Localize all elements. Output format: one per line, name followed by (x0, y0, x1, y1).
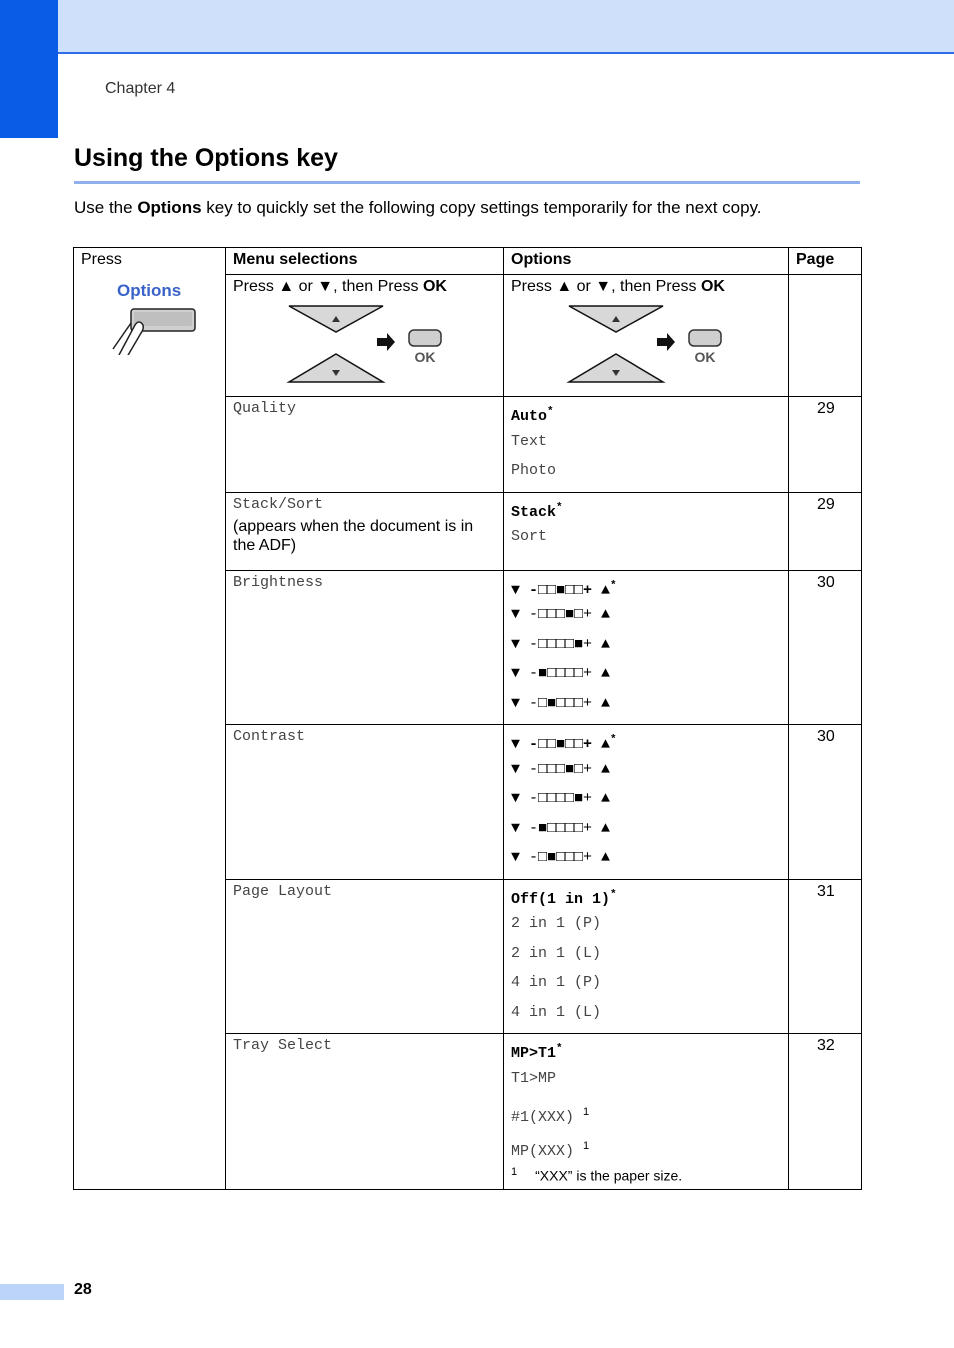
press-instruction: Press ▲ or ▼, then Press OK (511, 278, 725, 295)
options-key-icon (109, 305, 199, 355)
ok-label: OK (694, 349, 716, 365)
menu-cell (226, 492, 504, 570)
page-ref: 30 (789, 570, 862, 725)
option: Text (511, 432, 548, 450)
page-number: 28 (74, 1281, 92, 1298)
option-default: Auto* (511, 406, 554, 425)
up-down-ok-icon (281, 300, 481, 388)
options-instruction-cell (504, 275, 789, 397)
options-header: Options (504, 248, 789, 275)
table-header-row (74, 248, 862, 275)
option: MP(XXX) $^1$ (511, 1140, 590, 1160)
option: T1>MP (511, 1069, 557, 1087)
page-cell-empty (789, 275, 862, 397)
options-cell (504, 1034, 789, 1190)
menu-item: Brightness (226, 570, 504, 725)
menu-item: Page Layout (226, 879, 504, 1034)
up-down-ok-icon (561, 300, 761, 388)
press-header: Press (81, 251, 122, 268)
option: 2 in 1 (P) (511, 915, 602, 932)
option: Photo (511, 462, 557, 479)
options-cell (504, 570, 789, 725)
option-default: ▼ -□□■□□+ ▲* (511, 579, 617, 599)
options-cell (504, 879, 789, 1034)
header-band (58, 0, 954, 54)
page-number-tab (0, 1284, 64, 1300)
options-table (73, 247, 862, 1190)
footnote: $^1$ “XXX” is the paper size. (511, 1166, 683, 1184)
press-cell (74, 248, 226, 1190)
option: ▼ -■□□□□+ ▲ (511, 819, 611, 837)
menu-header: Menu selections (226, 248, 504, 275)
menu-note: (appears when the document is in the ADF) (233, 517, 474, 554)
option: 4 in 1 (L) (511, 1003, 602, 1021)
option: ▼ -□□□□■+ ▲ (511, 790, 611, 807)
option-default: MP>T1* (511, 1043, 563, 1062)
options-cell (504, 725, 789, 880)
option-default: Off(1 in 1)* (511, 888, 617, 908)
option: ▼ -□□□■□+ ▲ (511, 606, 611, 623)
menu-item: Quality (226, 397, 504, 493)
option: #1(XXX) $^1$ (511, 1106, 590, 1126)
page-ref: 30 (789, 725, 862, 880)
option: Sort (511, 528, 548, 545)
page-ref: 32 (789, 1034, 862, 1190)
options-cell (504, 492, 789, 570)
option: ▼ -□■□□□+ ▲ (511, 849, 611, 866)
option: 2 in 1 (L) (511, 944, 602, 962)
intro-paragraph: Use the Options key to quickly set the following copy settings temporarily for the next copy. (74, 198, 762, 217)
option-default: ▼ -□□■□□+ ▲* (511, 734, 617, 753)
section-title: Using the Options key (74, 144, 338, 172)
menu-instruction-cell (226, 275, 504, 397)
options-key-label: Options (117, 281, 182, 300)
option: ▼ -□□□□■+ ▲ (511, 635, 611, 653)
page-ref: 29 (789, 397, 862, 493)
chapter-tab (0, 0, 58, 138)
ok-label: OK (414, 349, 436, 365)
option: ▼ -□□□■□+ ▲ (511, 760, 611, 778)
menu-item: Stack/Sort (233, 495, 324, 513)
option-default: Stack* (511, 501, 563, 521)
chapter-label: Chapter 4 (105, 80, 176, 97)
menu-item: Contrast (226, 725, 504, 880)
press-instruction: Press ▲ or ▼, then Press OK (233, 278, 447, 295)
title-rule (74, 181, 860, 184)
page-header: Page (789, 248, 862, 275)
menu-item: Tray Select (226, 1034, 504, 1190)
page-ref: 29 (789, 492, 862, 570)
option: ▼ -□■□□□+ ▲ (511, 694, 611, 712)
page-ref: 31 (789, 879, 862, 1034)
option: 4 in 1 (P) (511, 974, 602, 991)
options-cell (504, 397, 789, 493)
option: ▼ -■□□□□+ ▲ (511, 665, 611, 682)
